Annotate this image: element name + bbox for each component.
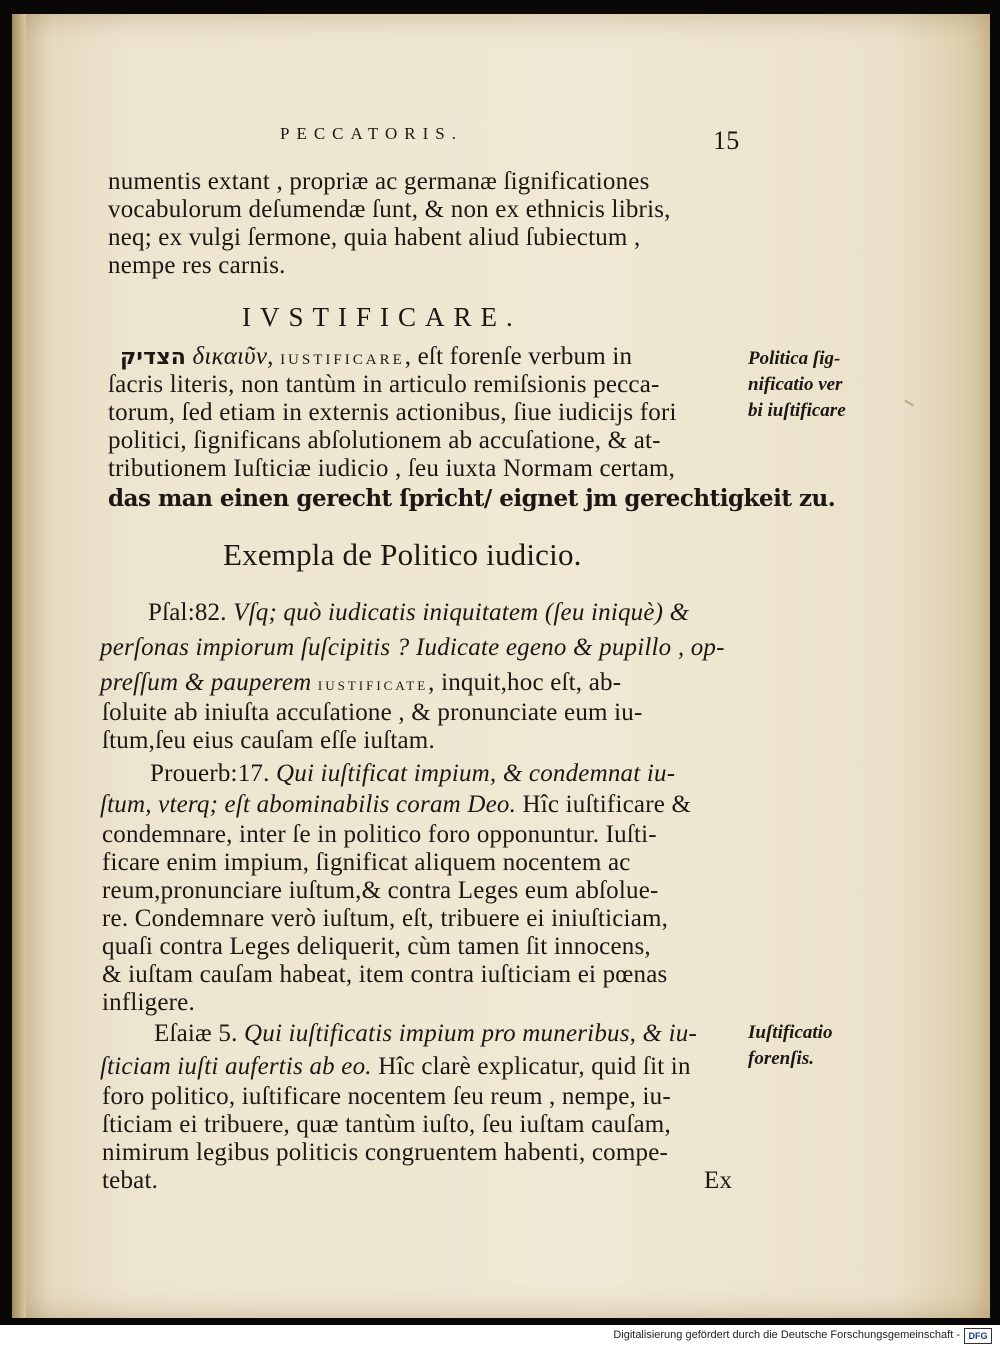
text-line-first bbox=[120, 343, 632, 372]
text-line: ſacris literis, non tantùm in articulo remiſsionis pecca- bbox=[108, 371, 660, 398]
page-number: 15 bbox=[713, 126, 740, 155]
text-line bbox=[100, 669, 621, 699]
margin-note-line: Politica ſig- bbox=[748, 348, 841, 369]
quotation: Vſq; quò iudicatis iniquitatem (ſeu iniquè) & bbox=[233, 599, 690, 626]
text-line: numentis extant , propriæ ac germanæ ſignificationes bbox=[108, 168, 650, 195]
quotation: ſticiam iuſti aufertis ab eo. bbox=[100, 1053, 372, 1080]
section-heading-exempla: Exempla de Politico iudicio. bbox=[223, 537, 582, 572]
text-line-first bbox=[148, 599, 689, 627]
text-line: infligere. bbox=[102, 989, 195, 1016]
text-run: , inquit,hoc eſt, ab- bbox=[428, 669, 622, 696]
quotation-line: perſonas impiorum ſuſcipitis ? Iudicate egeno & pupillo , op- bbox=[100, 634, 725, 661]
catchword: Ex bbox=[704, 1167, 733, 1194]
german-blackletter-line: das man einen gerecht ſpricht/ eignet jm gerechtigkeit zu. bbox=[108, 485, 836, 512]
text-line: vocabulorum deſumendæ ſunt, & non ex ethnicis libris, bbox=[108, 196, 671, 223]
text-line: politici, ſignificans abſolutionem ab accuſatione, & at- bbox=[108, 427, 661, 454]
margin-note-line: Iuſtificatio bbox=[748, 1022, 833, 1043]
text-line: & iuſtam cauſam habeat, item contra iuſticiam ei pœnas bbox=[102, 961, 668, 988]
scripture-reference: Prouerb:17. bbox=[150, 760, 270, 787]
quotation: Qui iuſtificatis impium pro muneribus, & iu- bbox=[244, 1020, 698, 1047]
footer-bar bbox=[0, 1325, 1000, 1346]
text-line: re. Condemnare verò iuſtum, eſt, tribuere ei iniuſticiam, bbox=[102, 905, 669, 932]
scripture-reference: Pſal:82. bbox=[148, 599, 227, 626]
keyword-smallcaps: iustificate bbox=[317, 674, 429, 695]
text-run: Hîc iuſtificare & bbox=[522, 791, 692, 818]
margin-note-politica bbox=[748, 346, 846, 424]
text-line: tebat. bbox=[102, 1167, 159, 1194]
funding-notice: Digitalisierung gefördert durch die Deutsche Forschungsgemeinschaft - bbox=[613, 1329, 960, 1341]
running-title: PECCATORIS. bbox=[280, 124, 463, 143]
dfg-logo: DFG bbox=[964, 1328, 992, 1344]
text-run: , eſt forenſe verbum in bbox=[404, 343, 633, 370]
text-line: condemnare, inter ſe in politico foro opponuntur. Iuſti- bbox=[102, 821, 657, 848]
text-line: neq; ex vulgi ſermone, quia habent aliud ſubiectum , bbox=[108, 224, 641, 251]
text-line: nempe res carnis. bbox=[108, 252, 286, 279]
text-line: ſtum,ſeu eius cauſam eſſe iuſtam. bbox=[102, 727, 435, 754]
margin-note-line: forenſis. bbox=[748, 1048, 814, 1069]
page-binding-edge bbox=[12, 14, 26, 1318]
section-heading-iustificare: IVSTIFICARE. bbox=[242, 302, 522, 332]
text-line bbox=[100, 791, 691, 819]
quotation: preſſum & pauperem bbox=[100, 669, 312, 696]
text-line: ſticiam ei tribuere, quæ tantùm iuſto, ſeu iuſtam cauſam, bbox=[102, 1111, 671, 1138]
text-line: reum,pronunciare iuſtum,& contra Leges eum abſolue- bbox=[102, 877, 659, 904]
greek-word: δικαιῦν, bbox=[192, 343, 274, 370]
margin-note-line: nificatio ver bbox=[748, 374, 843, 395]
hebrew-word: הצדיק bbox=[120, 345, 187, 370]
margin-note-line: bi iuſtificare bbox=[748, 400, 846, 421]
text-line: torum, ſed etiam in externis actionibus, ſiue iudicijs fori bbox=[108, 399, 677, 426]
text-line: ſoluite ab iniuſta accuſatione , & pronunciate eum iu- bbox=[102, 699, 643, 726]
margin-note-iustificatio bbox=[748, 1020, 832, 1072]
text-line: nimirum legibus politicis congruentem habenti, compe- bbox=[102, 1139, 669, 1166]
text-line: ficare enim impium, ſignificat aliquem nocentem ac bbox=[102, 849, 631, 876]
text-line: tributionem Iuſticiæ iudicio , ſeu iuxta Normam certam, bbox=[108, 455, 676, 482]
keyword-smallcaps: iustificare bbox=[280, 345, 405, 369]
quotation: ſtum, vterq; eſt abominabilis coram Deo. bbox=[100, 791, 517, 818]
text-run: Hîc clarè explicatur, quid ſit in bbox=[378, 1053, 691, 1080]
quotation: Qui iuſtificat impium, & condemnat iu- bbox=[276, 760, 676, 787]
text-line-first bbox=[154, 1020, 697, 1048]
text-line bbox=[100, 1053, 691, 1081]
text-line-first bbox=[150, 760, 675, 788]
text-line: quaſi contra Leges deliquerit, cùm tamen ſit innocens, bbox=[102, 933, 651, 960]
scripture-reference: Eſaiæ 5. bbox=[154, 1020, 238, 1047]
text-line: foro politico, iuſtificare nocentem ſeu reum , nempe, iu- bbox=[102, 1083, 671, 1110]
